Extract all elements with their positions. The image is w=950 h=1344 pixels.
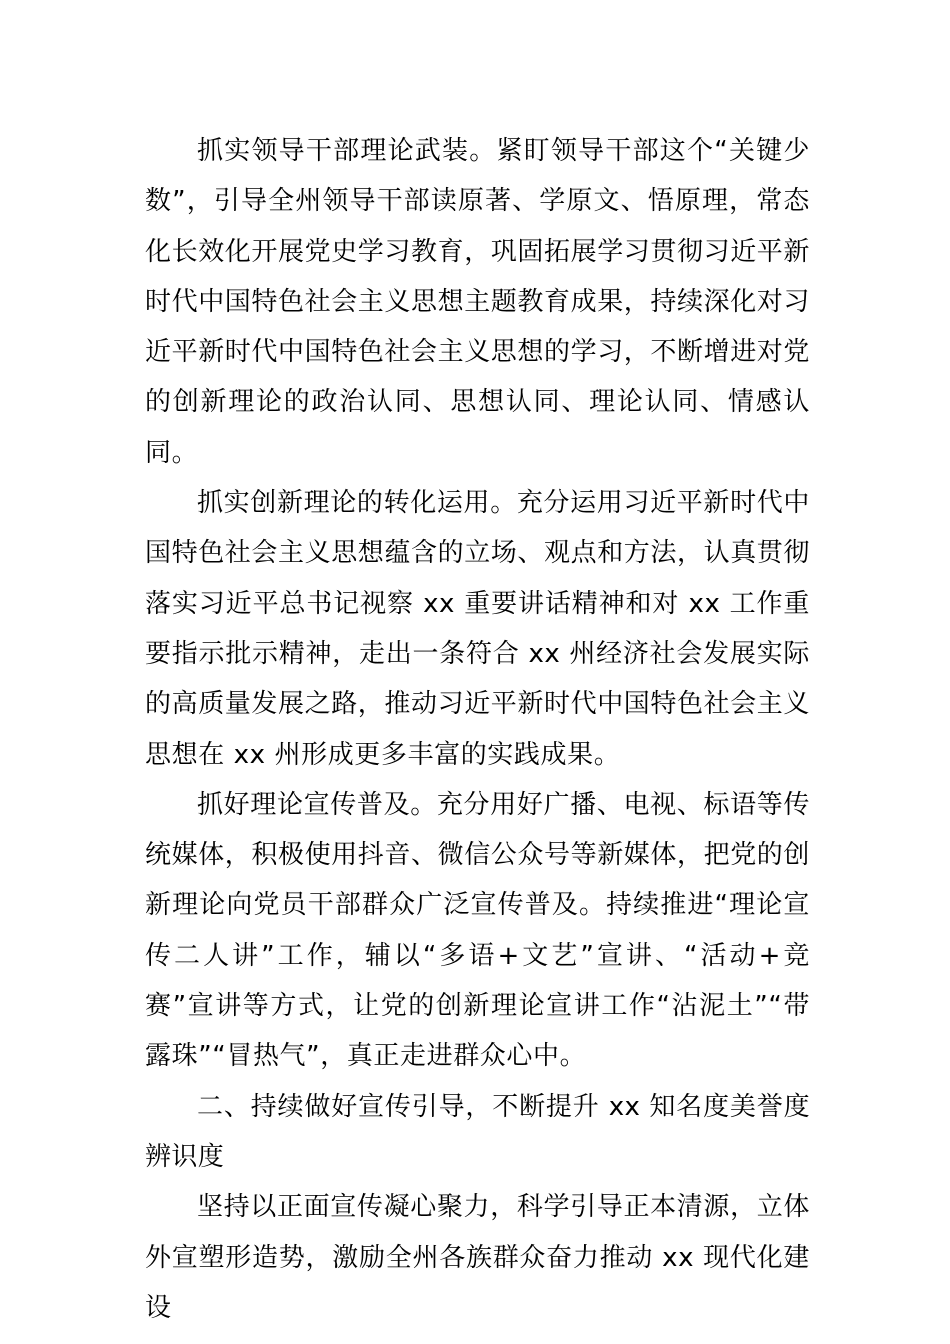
section-heading: 二、持续做好宣传引导，不断提升 xx 知名度美誉度辨识度 <box>145 1091 810 1172</box>
paragraph-theory-publicity: 抓好理论宣传普及。充分用好广播、电视、标语等传统媒体，积极使用抖音、微信公众号等新媒体，把党的创新理论向党员干部群众广泛宣传普及。持续推进“理论宣传二人讲”工作，辅以“多语+文艺”宣讲、“活动+竞赛”宣讲等方式，让党的创新理论宣讲工作“沾泥土”“带露珠”“冒热气”，真正走进群众心中。 <box>145 789 811 1072</box>
paragraph-leader-theory: 抓实领导干部理论武装。紧盯领导干部这个“关键少数”，引导全州领导干部读原著、学原文、悟原理，常态化长效化开展党史学习教育，巩固拓展学习贯彻习近平新时代中国特色社会主义思想主题教育成果，持续深化对习近平新时代中国特色社会主义思想的学习，不断增进对党的创新理论的政治认同、思想认同、理论认同、情感认同。 <box>145 136 811 468</box>
paragraph-positive-publicity: 坚持以正面宣传凝心聚力，科学引导正本清源，立体外宣塑形造势，激励全州各族群众奋力推动 xx 现代化建设 <box>145 1192 810 1323</box>
paragraph-theory-application: 抓实创新理论的转化运用。充分运用习近平新时代中国特色社会主义思想蕴含的立场、观点和方法，认真贯彻落实习近平总书记视察 xx 重要讲话精神和对 xx 工作重要指示批示精神，走出一条符合 xx 州经济社会发展实际的高质量发展之路，推动习近平新时代中国特色社会主义思想在 xx 州形成更多丰富的实践成果。 <box>145 488 811 770</box>
document-body <box>145 126 810 1333</box>
